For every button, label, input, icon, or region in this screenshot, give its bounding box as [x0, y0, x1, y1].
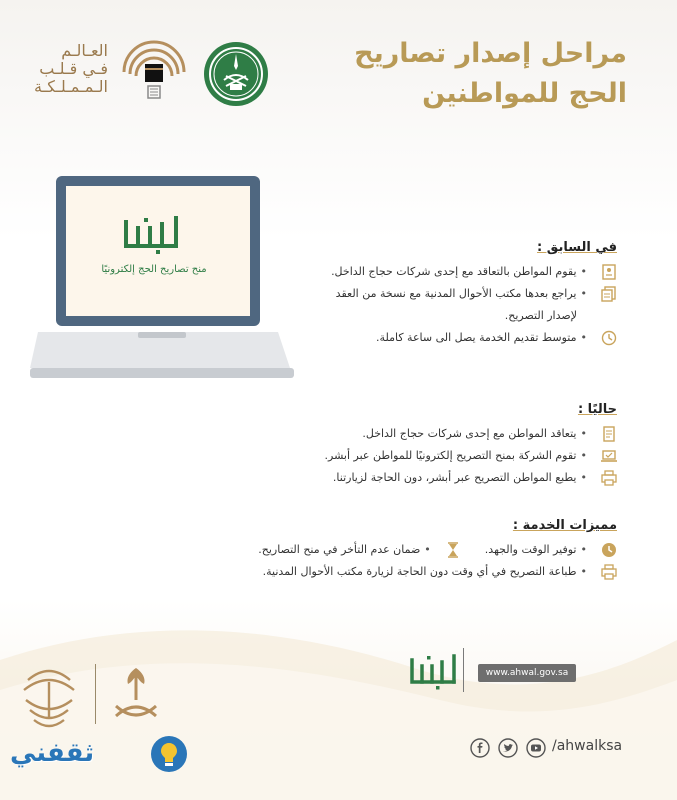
- social-handle: /ahwalksa: [552, 738, 623, 754]
- past-item-text: متوسط تقديم الخدمة يصل الى ساعة كاملة.: [376, 331, 577, 344]
- documents-icon: [601, 286, 617, 302]
- brand-divider: [95, 664, 96, 724]
- now-item-text: تقوم الشركة بمنح التصريح إلكترونيًا للمواطن عبر أبشر.: [324, 449, 577, 462]
- kaaba-text-line-3: الـمـمـلـكـة: [34, 77, 108, 96]
- printer-icon: [601, 564, 617, 580]
- footer-divider: [463, 648, 464, 692]
- clock-icon: [601, 542, 617, 558]
- kaaba-text-line-1: العـالـم: [61, 41, 108, 60]
- list-item: •يراجع بعدها مكتب الأحوال المدنية مع نسخة من العقد: [217, 283, 617, 305]
- list-item: •تقوم الشركة بمنح التصريح إلكترونيًا للمواطن عبر أبشر.: [217, 445, 617, 467]
- contract-icon: [601, 264, 617, 280]
- laptop-check-icon: [601, 448, 617, 464]
- website-link[interactable]: www.ahwal.gov.sa: [478, 664, 576, 682]
- section-now: [217, 402, 617, 489]
- features-item-text: طباعة التصريح في أي وقت دون الحاجة لزيارة مكتب الأحوال المدنية.: [262, 565, 577, 578]
- now-item-text: يطبع المواطن التصريح عبر أبشر، دون الحاجة لزيارتنا.: [332, 471, 577, 484]
- past-item-text: يقوم المواطن بالتعاقد مع إحدى شركات حجاج الداخل.: [331, 265, 577, 278]
- now-item-text: يتعاقد المواطن مع إحدى شركات حجاج الداخل.: [362, 427, 577, 440]
- facebook-icon[interactable]: [470, 738, 490, 758]
- vision-2030-logo: [18, 660, 80, 740]
- section-past-heading: في السابق :: [537, 240, 617, 255]
- list-item: •طباعة التصريح في أي وقت دون الحاجة لزيارة مكتب الأحوال المدنية.: [217, 561, 617, 583]
- background-wave: [0, 600, 677, 800]
- printer-icon: [601, 470, 617, 486]
- clock-icon: [601, 330, 617, 346]
- title-line-2: الحج للمواطنين: [422, 78, 627, 109]
- list-item: •يتعاقد المواطن مع إحدى شركات حجاج الداخل.: [217, 423, 617, 445]
- laptop-screen-caption: منح تصاريح الحج إلكترونيًا: [101, 264, 207, 275]
- features-row: [217, 539, 617, 561]
- list-item: •ضمان عدم التأخر في منح التصاريح.: [258, 539, 461, 561]
- list-item: •توفير الوقت والجهد.: [485, 539, 617, 561]
- section-past: [217, 240, 617, 349]
- watermark-text: ثقفني: [10, 738, 95, 768]
- page-title: [307, 34, 627, 114]
- features-item-text: توفير الوقت والجهد.: [484, 543, 577, 556]
- section-features: [217, 518, 617, 583]
- past-item-text: لإصدار التصريح.: [504, 309, 577, 322]
- list-item: •متوسط تقديم الخدمة يصل الى ساعة كاملة.: [217, 327, 617, 349]
- hourglass-icon: [445, 542, 461, 558]
- document-icon: [601, 426, 617, 442]
- youtube-icon[interactable]: [526, 738, 546, 758]
- kaaba-logo-text: [8, 42, 108, 96]
- moi-emblem-logo: [202, 40, 270, 108]
- kaaba-logo: [118, 36, 190, 108]
- twitter-icon[interactable]: [498, 738, 518, 758]
- section-features-heading: مميزات الخدمة :: [512, 518, 617, 533]
- absher-logo-footer: [408, 652, 460, 692]
- title-line-1: مراحل إصدار تصاريح: [354, 38, 627, 69]
- section-now-heading: حاليًا :: [577, 402, 617, 417]
- absher-logo-screen: [120, 212, 186, 256]
- list-item: [217, 305, 617, 327]
- lightbulb-icon: [150, 735, 188, 773]
- list-item: •يطبع المواطن التصريح عبر أبشر، دون الحاجة لزيارتنا.: [217, 467, 617, 489]
- features-item-text: ضمان عدم التأخر في منح التصاريح.: [258, 543, 421, 556]
- past-item-text: يراجع بعدها مكتب الأحوال المدنية مع نسخة من العقد: [335, 287, 577, 300]
- saudi-emblem-logo: [108, 662, 164, 732]
- kaaba-text-line-2: فـي قـلـب: [39, 59, 108, 78]
- list-item: •يقوم المواطن بالتعاقد مع إحدى شركات حجاج الداخل.: [217, 261, 617, 283]
